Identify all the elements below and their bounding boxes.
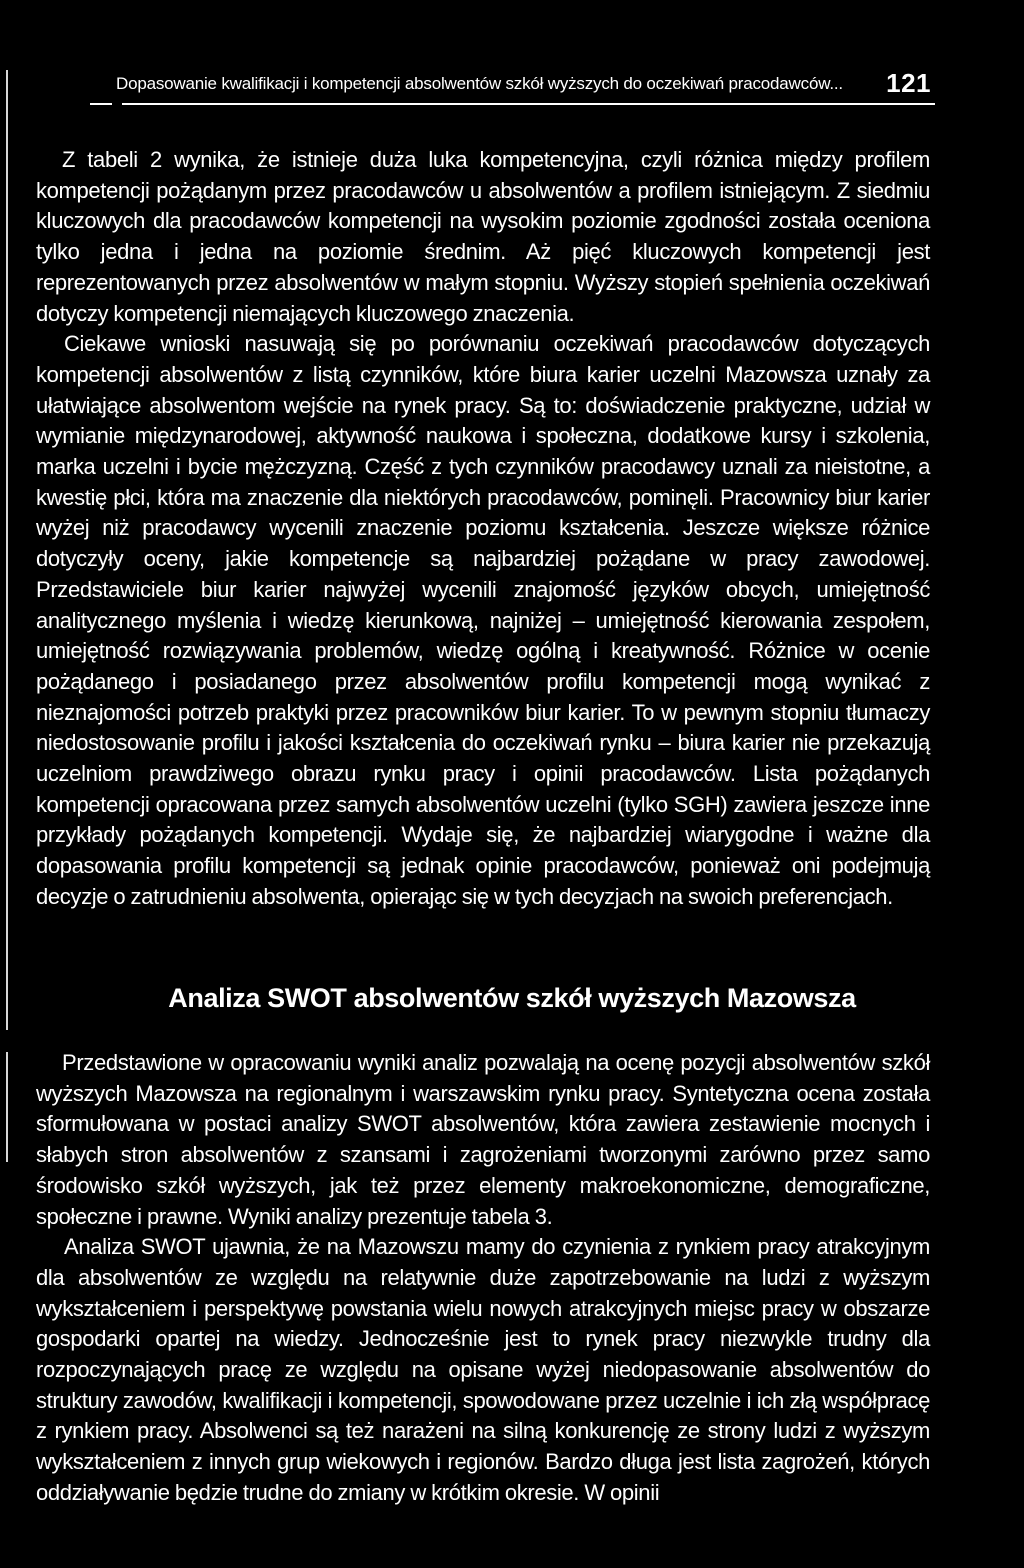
paragraph: Ciekawe wnioski nasuwają się po porównaniu oczekiwań pracodawców dotyczących kompetencji absolwentów z listą czynników, które biura karier uczelni Mazowsza uznały za ułatwiające absolwentom wejście na rynek pracy. Są to: doświadczenie praktyczne, udział w wymianie międzynarodowej, aktywność naukowa i społeczna, dodatkowe kursy i szkolenia, marka uczelni i bycie mężczyzną. Część z tych czynników pracodawcy uznali za nieistotne, a kwestię płci, która ma znaczenie dla niektórych pracodawców, pominęli. Pracownicy biur karier wyżej niż pracodawcy wycenili znaczenie poziomu kształcenia. Jeszcze większe różnice dotyczyły oceny, jakie kompetencje są najbardziej pożądane w pracy zawodowej. Przedstawiciele biur karier najwyżej wycenili znajomość języków obcych, umiejętność analitycznego myślenia i wiedzę kierunkową, najniżej – umiejętność kierowania zespołem, umiejętność rozwiązywania problemów, wiedzę ogólną i kreatywność. Różnice w ocenie pożądanego i posiadanego przez absolwentów profilu kompetencji mogą wynikać z nieznajomości potrzeb praktyki przez pracowników biur karier. To w pewnym stopniu tłumaczy niedostosowanie profilu i jakości kształcenia do oczekiwań rynku – biura karier nie przekazują uczelniom prawdziwego obrazu rynku pracy i opinii pracodawców. Lista pożądanych kompetencji opracowana przez samych absolwentów uczelni (tylko SGH) zawiera jeszcze inne przykłady pożądanych kompetencji. Wydaje się, że najbardziej wiarygodne i ważne dla dopasowania profilu kompetencji są jednak opinie pracodawców, ponieważ oni podejmują decyzje o zatrudnieniu absolwenta, opierając się w tych decyzjach na swoich preferencjach.	[36, 331, 930, 909]
section-heading: Analiza SWOT absolwentów szkół wyższych Mazowsza	[168, 983, 856, 1013]
header-rule	[90, 103, 935, 105]
running-header	[116, 70, 931, 102]
header-rule-gap	[112, 102, 122, 106]
paragraph: Analiza SWOT ujawnia, że na Mazowszu mamy do czynienia z rynkiem pracy atrakcyjnym dla absolwentów ze względu na relatywnie duże zapotrzebowanie na ludzi z wyższym wykształceniem i perspektywę powstania wielu nowych atrakcyjnych miejsc pracy w obszarze gospodarki opartej na wiedzy. Jednocześnie jest to rynek pracy niezwykle trudny dla rozpoczynających pracę ze względu na opisane wyżej niedopasowanie absolwentów do struktury zawodów, kwalifikacji i kompetencji, spowodowane przez uczelnie i ich złą współpracę z rynkiem pracy. Absolwenci są też narażeni na silną konkurencję ze strony ludzi z wyższym wykształceniem z innych grup wiekowych i regionów. Bardzo długa jest lista zagrożeń, których oddziaływanie będzie trudne do zmiany w krótkim okresie. W opinii	[36, 1234, 930, 1505]
running-title: Dopasowanie kwalifikacji i kompetencji absolwentów szkół wyższych do oczekiwań pracodawców...	[116, 74, 843, 93]
paragraph: Z tabeli 2 wynika, że istnieje duża luka kompetencyjna, czyli różnica między profilem kompetencji pożądanym przez pracodawców u absolwentów a profilem istniejącym. Z siedmiu kluczowych dla pracodawców kompetencji na wysokim poziomie zgodności została oceniona tylko jedna i jedna na poziomie średnim. Aż pięć kluczowych kompetencji jest reprezentowanych przez absolwentów w małym stopniu. Wyższy stopień spełnienia oczekiwań dotyczy kompetencji niemających kluczowego znaczenia.	[36, 147, 930, 326]
page-number: 121	[886, 68, 931, 98]
page-edge-mark	[6, 70, 8, 1030]
page-edge-mark	[6, 1052, 8, 1162]
paragraph: Przedstawione w opracowaniu wyniki analiz pozwalają na ocenę pozycji absolwentów szkół wyższych Mazowsza na regionalnym i warszawskim rynku pracy. Syntetyczna ocena została sformułowana w postaci analizy SWOT absolwentów, która zawiera zestawienie mocnych i słabych stron absolwentów z szansami i zagrożeniami tworzonymi zarówno przez samo środowisko szkół wyższych, jak też przez elementy makroekonomiczne, demograficzne, społeczne i prawne. Wyniki analizy prezentuje tabela 3.	[36, 1050, 930, 1229]
body-text-section-1	[36, 145, 930, 913]
body-text-section-2	[36, 1048, 930, 1509]
